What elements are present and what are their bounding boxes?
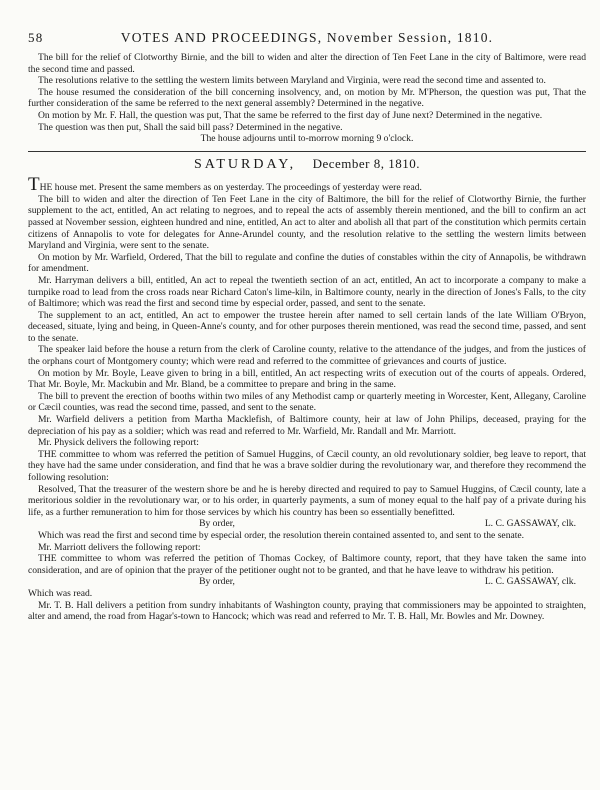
body-paragraph: The speaker laid before the house a return from the clerk of Caroline county, relative to the attendance of the judges, and from the justices of the orphans court of Montgomery county; which were read and referred to the committee of grievances and courts of justice. xyxy=(28,344,586,368)
body-paragraph: Mr. Physick delivers the following report: xyxy=(38,437,199,449)
body-paragraph: Mr. Harryman delivers a bill, entitled, An act to repeal the twentieth section of an act, entitled, An act to incorporate a company to make a turnpike road to lead from the cross roads near Richard Caton's lime-kiln, in Baltimore county, nearly in the direction of Jones's Falls, to the city of Baltimore; which was read the first and second time by especial order, passed, and sent to the senate. xyxy=(28,274,586,310)
body-paragraph: The bill to prevent the erection of booths within two miles of any Methodist camp or quarterly meeting in Worcester, Kent, Allegany, Caroline or Cæcil counties, was read the second time, passed, and sent to the senate. xyxy=(28,390,586,414)
by-order-label: By order, xyxy=(199,576,235,588)
page-header xyxy=(28,30,586,52)
body-paragraph: Which was read. xyxy=(28,587,93,599)
clerk-signature: L. C. GASSAWAY, clk. xyxy=(484,576,576,588)
day-date: December 8, 1810. xyxy=(312,156,420,172)
committee-report: THE committee to whom was referred the petition of Thomas Cockey, of Baltimore county, report, that they have taken the same into consideration, and are of opinion that the prayer of the petitioner ought not to be granted, and that he have leave to withdraw his petition. xyxy=(28,553,586,576)
running-title: VOTES AND PROCEEDINGS, November Session, 1810. xyxy=(120,30,494,45)
prior-paragraph: The resolutions relative to the settling the western limits between Maryland and Virginia, were read the second time and assented to. xyxy=(38,75,546,87)
prior-paragraph: The house resumed the consideration of the bill concerning insolvency, and, on motion by Mr. M'Pherson, the question was put, That the further consideration of the same be referred to the next general assembly? Determined in the negative. xyxy=(28,86,586,110)
signature-block xyxy=(28,518,586,530)
body-paragraph: Mr. T. B. Hall delivers a petition from sundry inhabitants of Washington county, praying that commissioners may be appointed to straighten, alter and amend, the road from Hagar's-town to Hancock; which was read and referred to Mr. T. B. Hall, Mr. Bowles and Mr. Downey. xyxy=(28,599,586,623)
opening-paragraph: THE house met. Present the same members as on yesterday. The proceedings of yesterday were read. xyxy=(28,174,422,196)
day-heading xyxy=(28,156,586,173)
prior-paragraph: The question was then put, Shall the said bill pass? Determined in the negative. xyxy=(38,121,343,133)
signature-block xyxy=(28,576,586,588)
prior-paragraph: On motion by Mr. F. Hall, the question was put, That the same be referred to the first day of June next? Determined in the negative. xyxy=(38,109,543,121)
body-paragraph: The bill to widen and alter the direction of Ten Feet Lane in the city of Baltimore, the bill for the relief of Clotworthy Birnie, the further supplement to the act, entitled, An act relating to negroes, and to repeal the acts of assembly therein mentioned, and the bill to confirm an act passed at November session, eighteen hundred and nine, entitled, An act to alter and abolish all that part of the constitution which permits certain citizens of Annapolis to vote for delegates for Anne-Arundel county, and the resolution relative to the settling the western limits between Maryland and Virginia, were sent to the senate. xyxy=(28,193,586,252)
by-order-label: By order, xyxy=(199,518,235,530)
body-paragraph: On motion by Mr. Boyle, Leave given to bring in a bill, entitled, An act respecting writs of execution out of the courts of appeals. Ordered, That Mr. Boyle, Mr. Mackubin and Mr. Bland, be a committee to prepare and bring in the same. xyxy=(28,367,586,391)
day-name: SATURDAY, xyxy=(193,157,297,173)
body-paragraph: The supplement to an act, entitled, An act to empower the trustee herein after named to sell certain lands of the late William O'Bryon, deceased, situate, lying and being, in Queen-Anne's county, and for other purposes therein mentioned, was read the second time, passed, and sent to the senate. xyxy=(28,309,586,344)
body-paragraph: Mr. Marriott delivers the following report: xyxy=(38,541,201,553)
clerk-signature: L. C. GASSAWAY, clk. xyxy=(484,518,576,530)
section-divider xyxy=(28,151,586,152)
body-paragraph: Which was read the first and second time by especial order, the resolution therein contained assented to, and sent to the senate. xyxy=(38,529,525,541)
committee-report: THE committee to whom was referred the petition of Samuel Huggins, of Cæcil county, an old revolutionary soldier, beg leave to report, that they have had the same under consideration, and find that he was a brave soldier during the revolutionary war, and therefore they recommend the following resolution: xyxy=(28,448,586,483)
body-paragraph: On motion by Mr. Warfield, Ordered, That the bill to regulate and confine the duties of constables within the city of Annapolis, be withdrawn for amendment. xyxy=(28,251,586,275)
body-paragraph: Mr. Warfield delivers a petition from Martha Macklefish, of Baltimore county, heir at law of John Philips, deceased, praying for the depreciation of his pay as a soldier; which was read and referred to Mr. Warfield, Mr. Randall and Mr. Marriott. xyxy=(28,414,586,437)
prior-paragraph: The bill for the relief of Clotworthy Birnie, and the bill to widen and alter the direction of Ten Feet Lane in the city of Baltimore, were read the second time and passed. xyxy=(28,52,586,75)
adjournment-line: The house adjourns until to-morrow morning 9 o'clock. xyxy=(200,133,414,145)
page-number: 58 xyxy=(28,30,44,45)
resolution: Resolved, That the treasurer of the western shore be and he is hereby directed and required to pay to Samuel Huggins, of Cæcil county, late a meritorious soldier in the revolutionary war, or to his order, in quarterly payments, a sum of money equal to the half pay of a private during his life, as a further remuneration to him for those services by which his country has been so essentially benefitted. xyxy=(28,483,586,518)
